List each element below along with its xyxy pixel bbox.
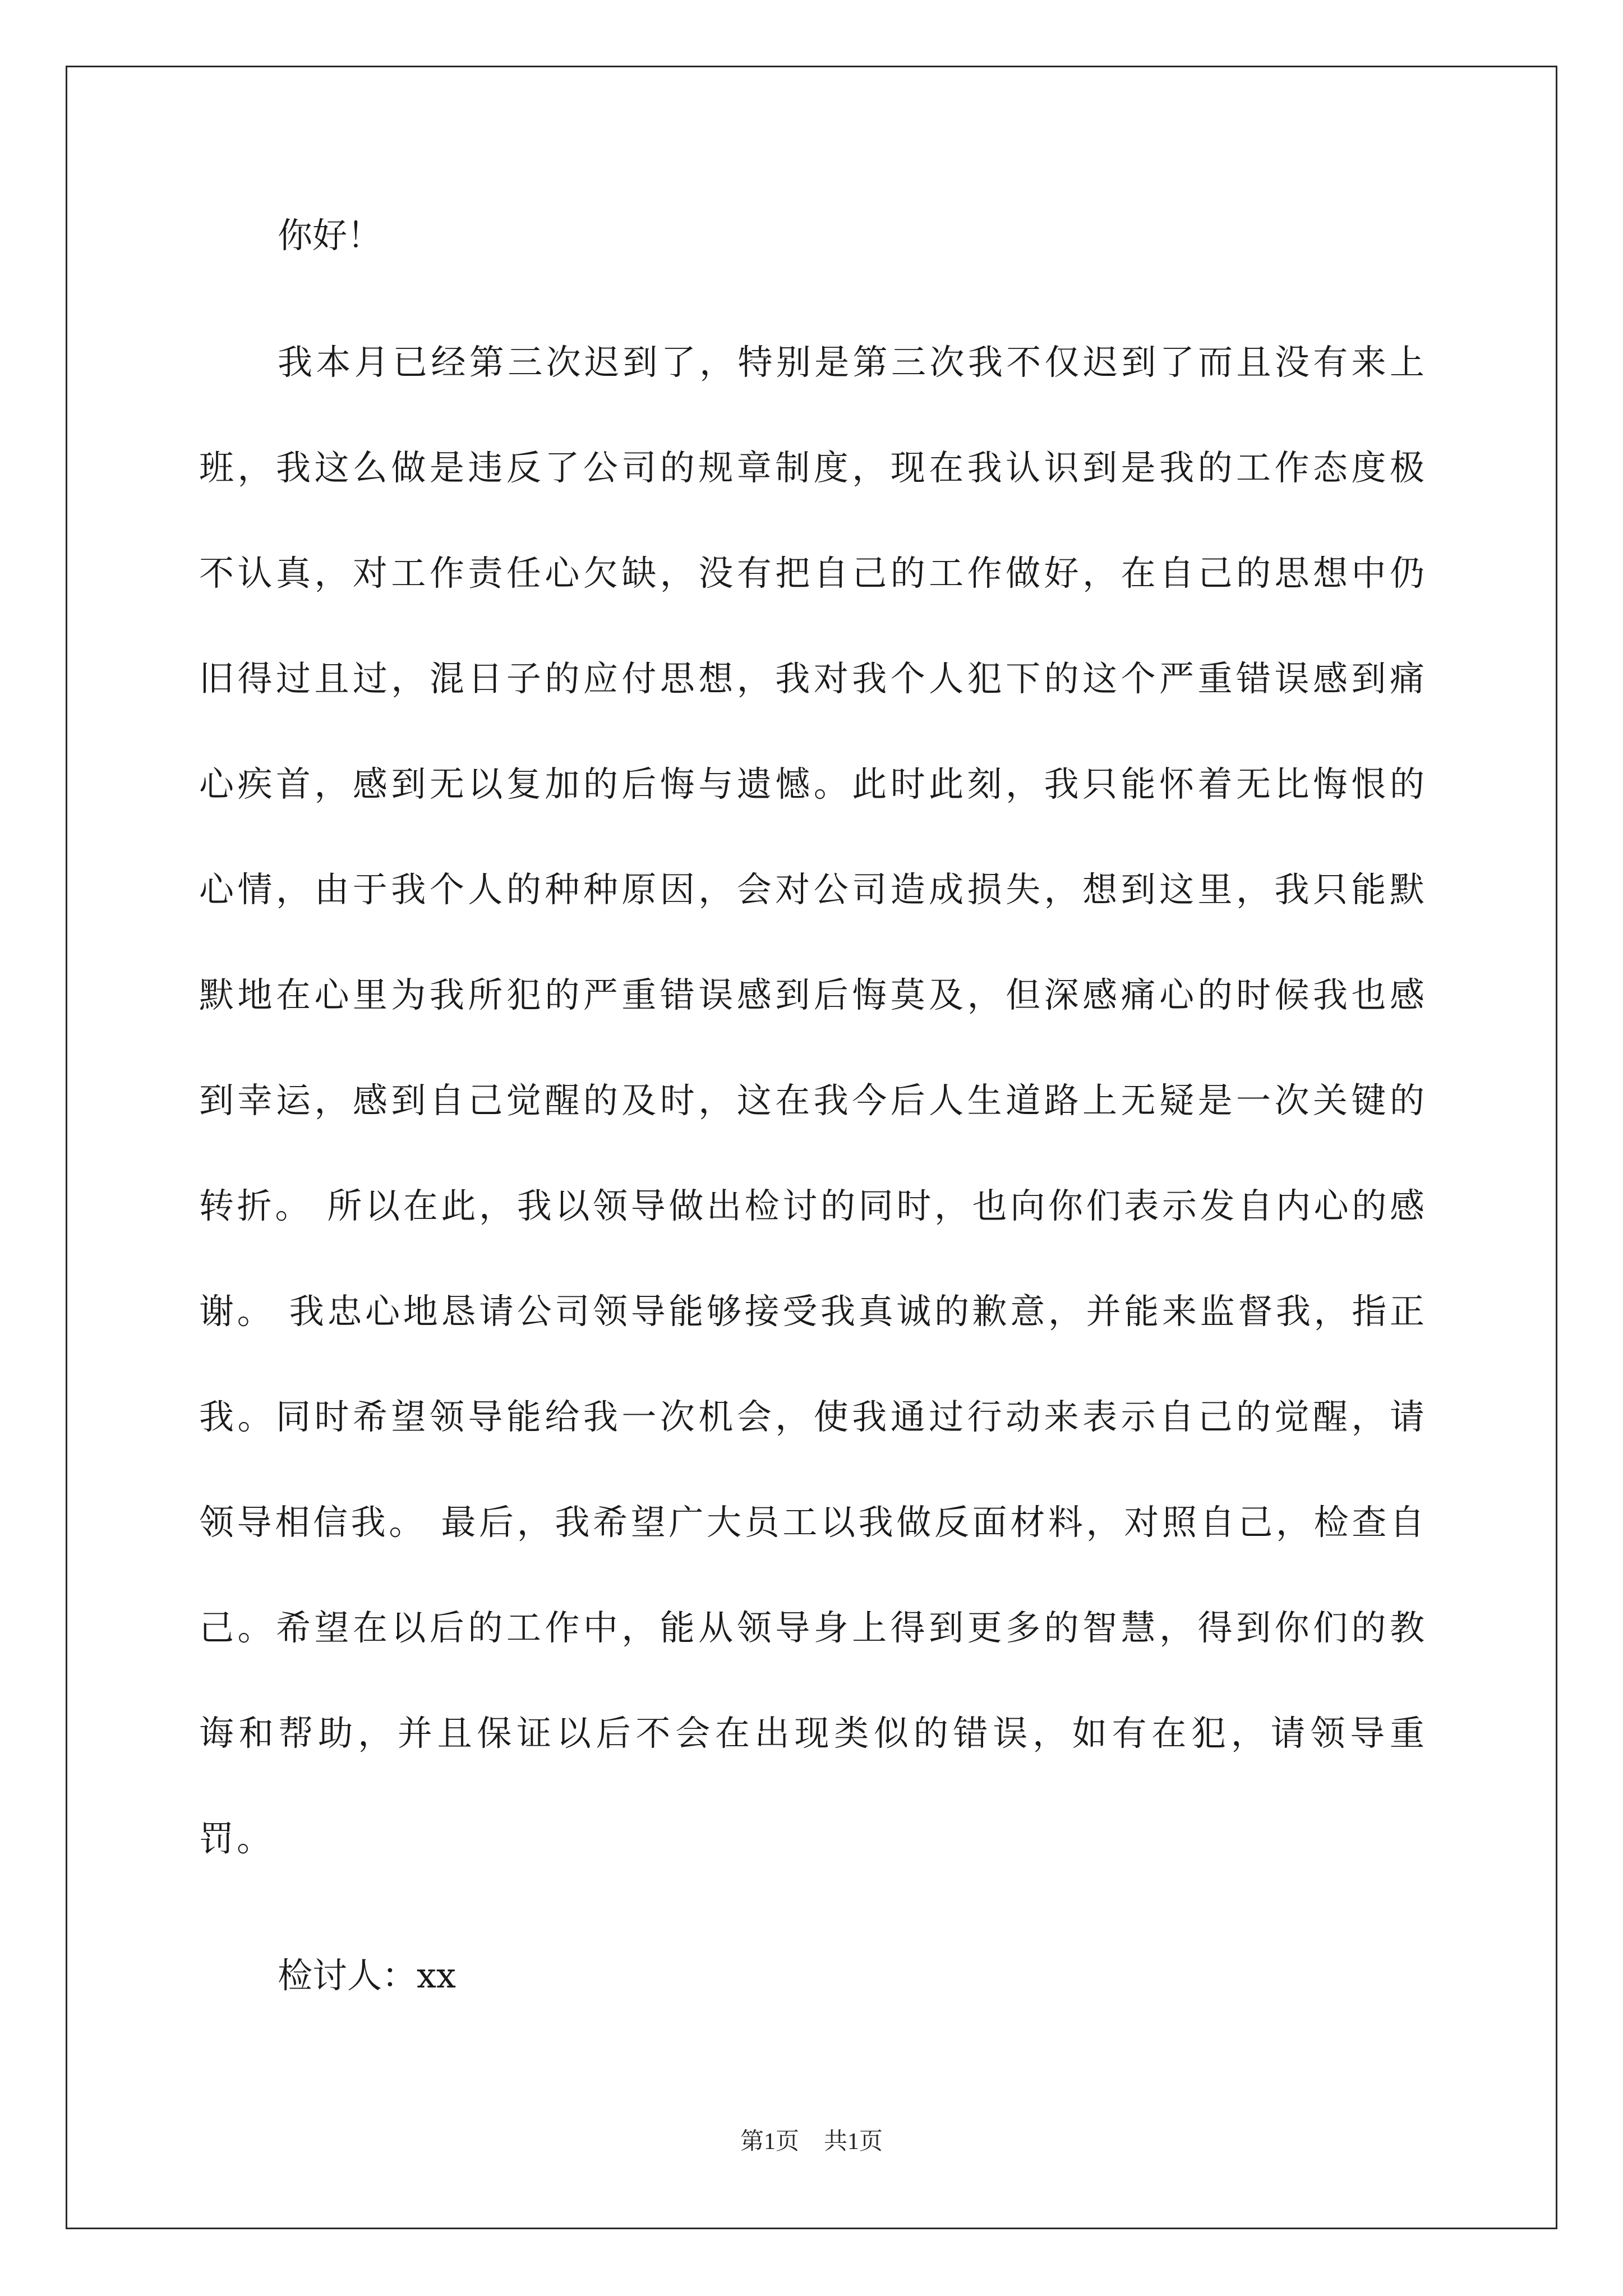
signature: 检讨人：xx [278,1955,456,1996]
page-number-total: 共1页 [824,2129,883,2155]
page-number-current: 第1页 [740,2129,799,2155]
greeting: 你好！ [278,215,382,256]
page-footer [0,2125,1623,2159]
letter-body: 我本月已经第三次迟到了，特别是第三次我不仅迟到了而且没有来上班，我这么做是违反了公司的规章制度，现在我认识到是我的工作态度极不认真，对工作责任心欠缺，没有把自己的工作做好，在自己的思想中仍旧得过且过，混日子的应付思想，我对我个人犯下的这个严重错误感到痛心疾首，感到无以复加的后悔与遗憾。此时此刻，我只能怀着无比悔恨的心情，由于我个人的种种原因，会对公司造成损失，想到这里，我只能默默地在心里为我所犯的严重错误感到后悔莫及，但深感痛心的时候我也感到幸运，感到自己觉醒的及时，这在我今后人生道路上无疑是一次关键的转折。 所以在此，我以领导做出检讨的同时，也向你们表示发自内心的感谢。 我忠心地恳请公司领导能够接受我真诚的歉意，并能来监督我，指正我。同时希望领导能给我一次机会，使我通过行动来表示自己的觉醒，请领导相信我。 最后，我希望广大员工以我做反面材料，对照自己，检查自己。希望在以后的工作中，能从领导身上得到更多的智慧，得到你们的教诲和帮助，并且保证以后不会在出现类似的错误，如有在犯，请领导重罚。 [199,342,1427,1859]
letter-content [199,208,1427,2004]
